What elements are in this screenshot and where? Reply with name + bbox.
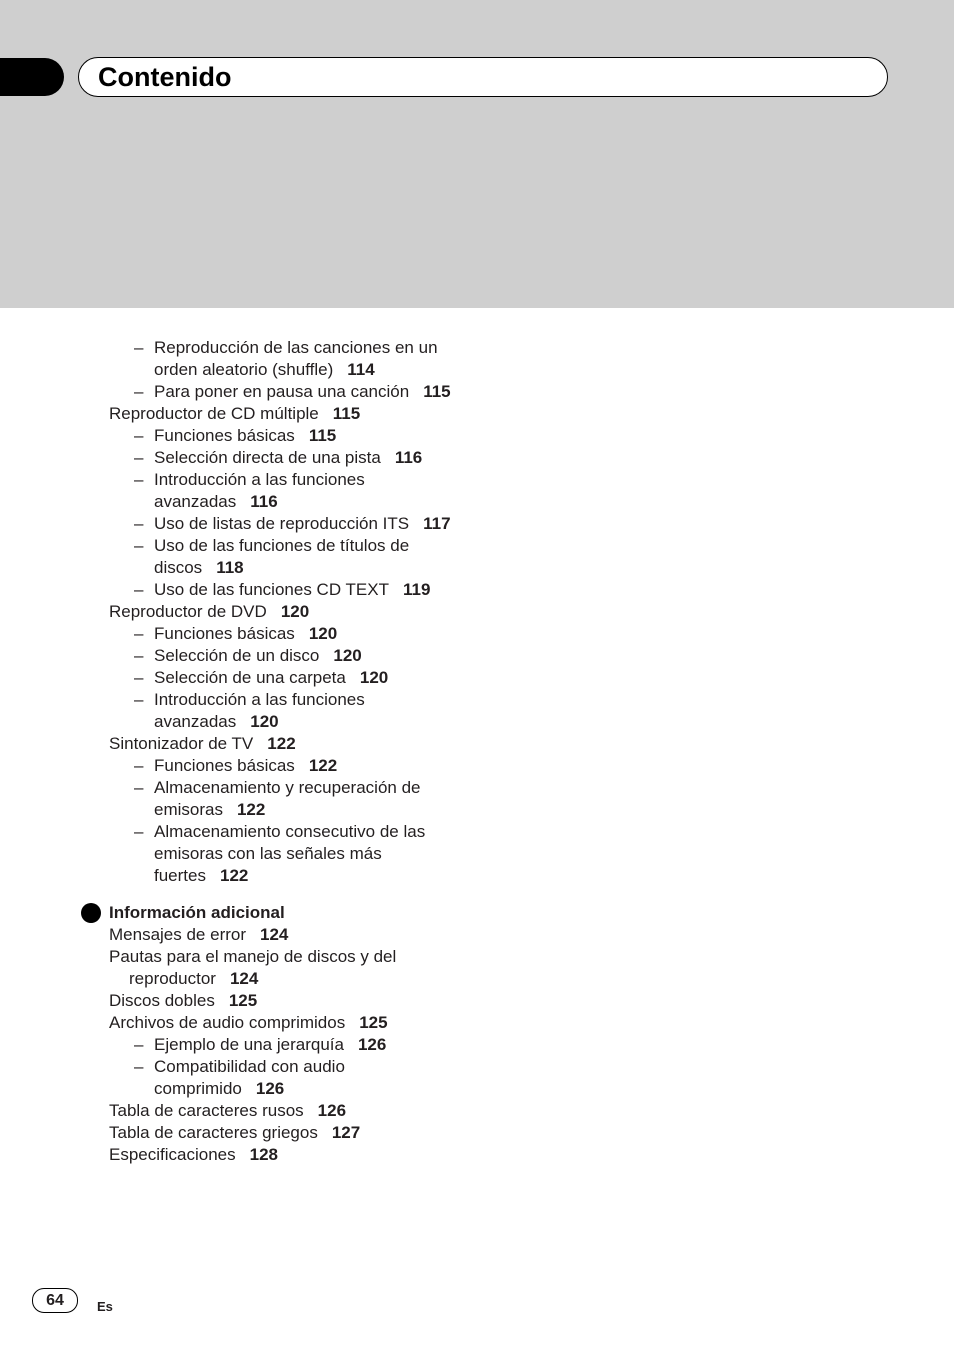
table-of-contents: [0, 337, 954, 1166]
toc-entry-text: Reproductor de CD múltiple: [109, 404, 319, 423]
toc-entry: [0, 403, 954, 425]
toc-entry-text: Funciones básicas: [154, 756, 295, 775]
dash-marker: –: [134, 426, 144, 445]
dash-marker: –: [134, 668, 144, 687]
toc-page-number: 124: [229, 969, 259, 988]
toc-entry-text: Uso de listas de reproducción ITS: [154, 514, 410, 533]
dash-marker: –: [134, 470, 144, 489]
toc-entry-text: Selección de una carpeta: [154, 668, 346, 687]
toc-entry-text: Compatibilidad con audio: [154, 1057, 345, 1076]
toc-entry: [0, 469, 954, 513]
toc-entry: [0, 1012, 954, 1034]
toc-page-number: 116: [394, 448, 423, 467]
toc-page-number: 125: [228, 991, 258, 1010]
dash-marker: –: [134, 448, 144, 467]
toc-entry-text: Especificaciones: [109, 1145, 236, 1164]
toc-page-number: 126: [317, 1101, 347, 1120]
toc-entry-text: Archivos de audio comprimidos: [109, 1013, 346, 1032]
toc-entry-text: Almacenamiento y recuperación de: [154, 778, 421, 797]
toc-entry-text: Reproducción de las canciones en un: [154, 338, 438, 357]
toc-entry: [0, 777, 954, 821]
toc-page-number: 116: [250, 492, 278, 511]
toc-entry: [0, 1100, 954, 1122]
toc-page-number: 127: [331, 1123, 361, 1142]
toc-entry: [0, 535, 954, 579]
toc-page-number: 125: [359, 1013, 388, 1032]
toc-entry-text: Uso de las funciones de títulos de: [154, 536, 410, 555]
header-band: [0, 0, 954, 308]
toc-entry-text: Tabla de caracteres rusos: [109, 1101, 304, 1120]
toc-page-number: 122: [236, 800, 266, 819]
toc-entry: [0, 990, 954, 1012]
toc-page-number: 120: [359, 668, 389, 687]
toc-entry: [0, 667, 954, 689]
section-heading: [0, 902, 954, 924]
dash-marker: –: [134, 646, 144, 665]
toc-entry: [0, 946, 954, 990]
toc-entry: [0, 623, 954, 645]
toc-entry: [0, 579, 954, 601]
toc-page-number: 128: [249, 1145, 278, 1164]
dash-marker: –: [134, 690, 144, 709]
toc-entry-text: emisoras con las señales más: [154, 844, 382, 863]
toc-page-number: 120: [250, 712, 279, 731]
toc-entry: [0, 1034, 954, 1056]
toc-entry-text: Ejemplo de una jerarquía: [154, 1035, 344, 1054]
dash-marker: –: [134, 1057, 144, 1076]
toc-entry-text: Para poner en pausa una canción: [154, 382, 410, 401]
toc-entry: [0, 924, 954, 946]
toc-entry: [0, 601, 954, 623]
dash-marker: –: [134, 514, 144, 533]
toc-page-number: 122: [267, 734, 296, 753]
toc-entry-text: Introducción a las funciones: [154, 690, 365, 709]
toc-page-number: 122: [308, 756, 338, 775]
toc-entry-text: discos: [154, 558, 203, 577]
toc-entry-text: Pautas para el manejo de discos y del: [109, 947, 397, 966]
toc-entry-text: Funciones básicas: [154, 624, 295, 643]
toc-page-number: 124: [260, 925, 289, 944]
dash-marker: –: [134, 756, 144, 775]
toc-entry-text: reproductor: [129, 969, 216, 988]
toc-entry-text: Selección de un disco: [154, 646, 320, 665]
title-box: [78, 57, 888, 97]
toc-page-number: 120: [333, 646, 362, 665]
toc-page-number: 119: [402, 580, 431, 599]
dash-marker: –: [134, 778, 144, 797]
toc-entry: [0, 1056, 954, 1100]
toc-entry-text: Mensajes de error: [109, 925, 247, 944]
dash-marker: –: [134, 822, 144, 841]
toc-entry: [0, 689, 954, 733]
toc-part-2: [0, 924, 954, 1166]
toc-entry: [0, 337, 954, 381]
toc-entry-text: Tabla de caracteres griegos: [109, 1123, 318, 1142]
toc-entry-text: orden aleatorio (shuffle): [154, 360, 334, 379]
toc-page-number: 115: [423, 382, 451, 401]
dash-marker: –: [134, 624, 144, 643]
toc-entry-text: Uso de las funciones CD TEXT: [154, 580, 389, 599]
section-heading-label: Información adicional: [109, 903, 285, 922]
toc-page-number: 120: [280, 602, 310, 621]
dash-marker: –: [134, 580, 144, 599]
section-tab: [0, 58, 64, 96]
page-number: 64: [32, 1288, 78, 1313]
toc-page-number: 120: [308, 624, 338, 643]
toc-page-number: 126: [255, 1079, 285, 1098]
toc-entry: [0, 513, 954, 535]
toc-entry: [0, 733, 954, 755]
language-code: Es: [97, 1299, 113, 1314]
dash-marker: –: [134, 1035, 144, 1054]
toc-entry: [0, 425, 954, 447]
page-title: Contenido: [98, 62, 232, 92]
toc-entry-text: Sintonizador de TV: [109, 734, 254, 753]
toc-part-1: [0, 337, 954, 887]
bullet-icon: [81, 903, 101, 923]
toc-entry: [0, 447, 954, 469]
toc-entry-text: avanzadas: [154, 492, 237, 511]
toc-page-number: 115: [308, 426, 337, 445]
toc-entry-text: Introducción a las funciones: [154, 470, 365, 489]
dash-marker: –: [134, 338, 144, 357]
toc-entry-text: comprimido: [154, 1079, 242, 1098]
toc-entry: [0, 1122, 954, 1144]
toc-entry-text: Reproductor de DVD: [109, 602, 267, 621]
dash-marker: –: [134, 536, 144, 555]
toc-entry-text: Funciones básicas: [154, 426, 295, 445]
toc-entry-text: emisoras: [154, 800, 223, 819]
toc-page-number: 118: [216, 558, 244, 577]
toc-entry: [0, 1144, 954, 1166]
toc-page-number: 114: [347, 360, 375, 379]
toc-entry-text: avanzadas: [154, 712, 237, 731]
toc-page-number: 122: [219, 866, 249, 885]
toc-entry: [0, 755, 954, 777]
toc-entry-text: Discos dobles: [109, 991, 215, 1010]
toc-entry-text: Selección directa de una pista: [154, 448, 381, 467]
toc-entry-text: Almacenamiento consecutivo de las: [154, 822, 426, 841]
toc-entry: [0, 821, 954, 887]
toc-entry: [0, 645, 954, 667]
toc-page-number: 115: [332, 404, 361, 423]
toc-page-number: 117: [423, 514, 451, 533]
dash-marker: –: [134, 382, 144, 401]
toc-page-number: 126: [357, 1035, 387, 1054]
toc-entry-text: fuertes: [154, 866, 206, 885]
toc-entry: [0, 381, 954, 403]
